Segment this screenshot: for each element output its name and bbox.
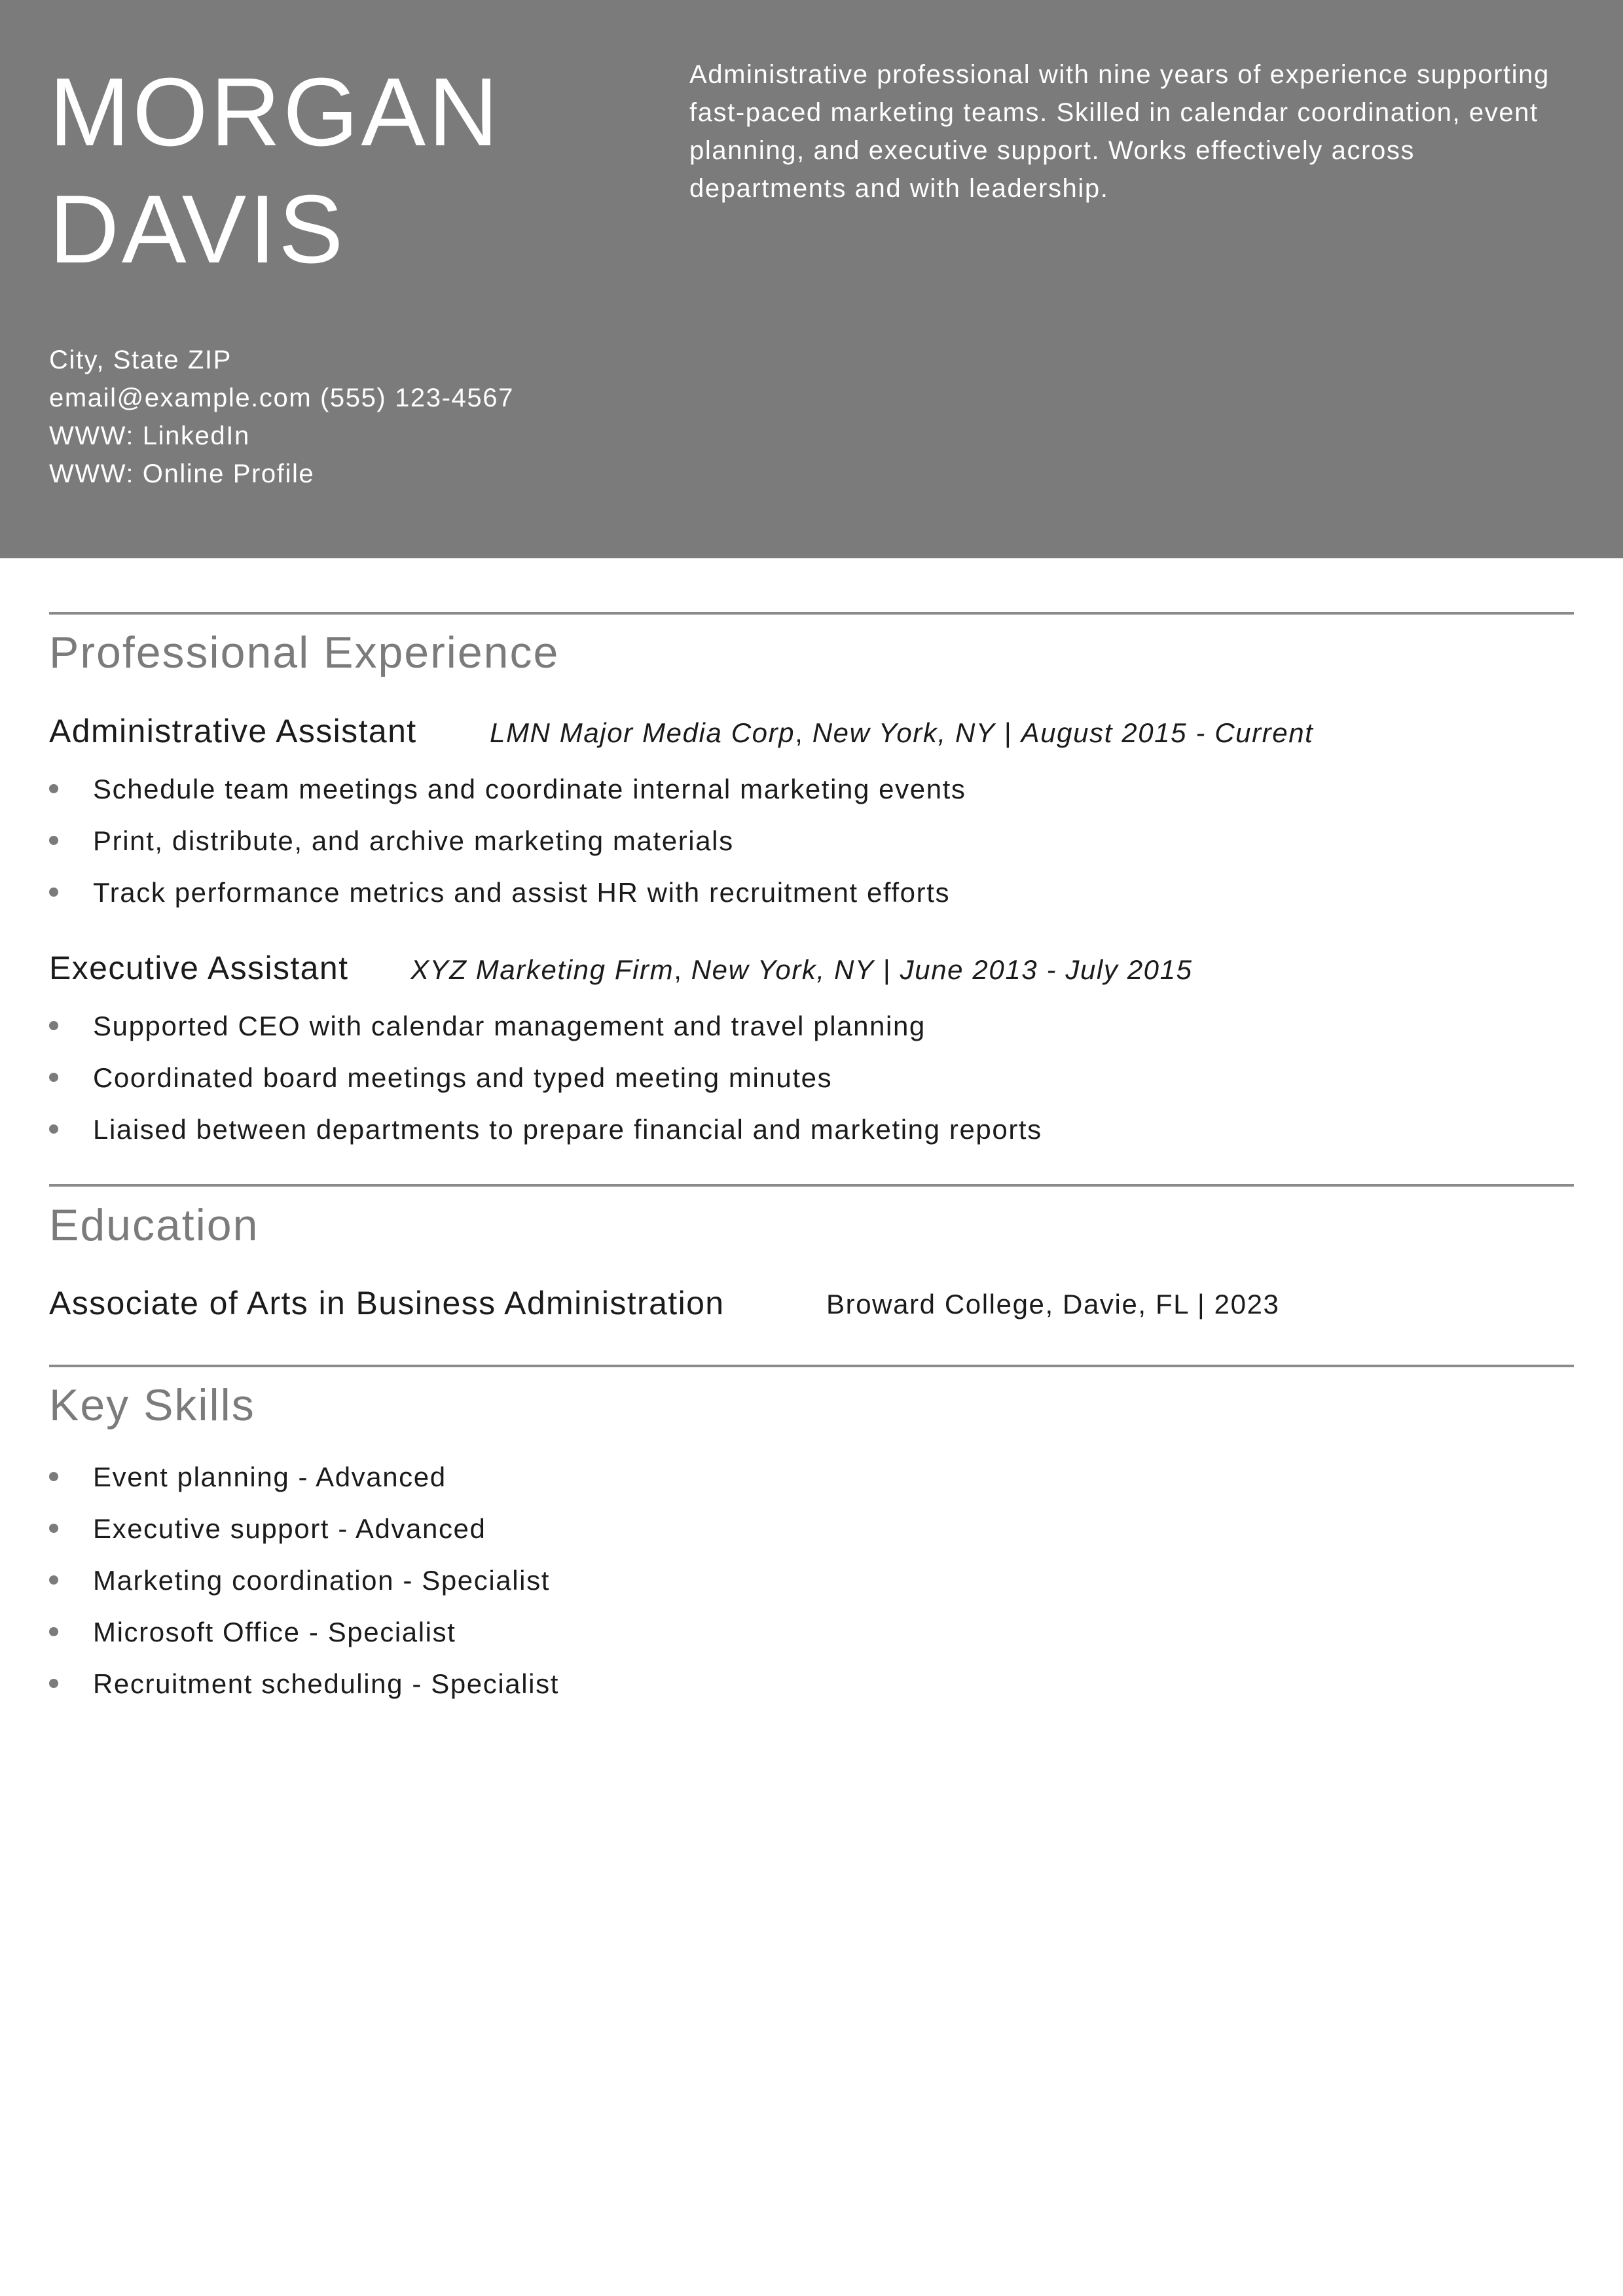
education-section-title: Education xyxy=(49,1200,259,1250)
job-location: New York, NY xyxy=(691,954,875,985)
bullet-icon xyxy=(49,1021,58,1030)
job-dates: August 2015 - Current xyxy=(1021,717,1314,748)
job-title: Administrative Assistant xyxy=(49,713,417,749)
bullet-icon xyxy=(49,1679,58,1688)
skills-section-title: Key Skills xyxy=(49,1380,255,1430)
bullet-icon xyxy=(49,1124,58,1134)
contact-linkedin: WWW: LinkedIn xyxy=(49,422,250,450)
contact-online-profile: WWW: Online Profile xyxy=(49,459,315,488)
candidate-last-name: DAVIS xyxy=(49,175,346,283)
skill-text: Microsoft Office - Specialist xyxy=(93,1617,456,1647)
contact-email-phone: email@example.com (555) 123-4567 xyxy=(49,384,514,412)
bullet-text: Supported CEO with calendar management and travel planning xyxy=(93,1011,926,1041)
job-meta xyxy=(490,719,1313,747)
bullet-icon xyxy=(49,888,58,897)
skill-text: Marketing coordination - Specialist xyxy=(93,1565,550,1596)
bullet-text: Coordinated board meetings and typed meeting minutes xyxy=(93,1062,833,1093)
contact-location: City, State ZIP xyxy=(49,346,232,374)
job-location: New York, NY xyxy=(812,717,996,748)
skill-text: Executive support - Advanced xyxy=(93,1513,486,1544)
bullet-icon xyxy=(49,784,58,793)
header-banner xyxy=(0,0,1623,558)
section-divider xyxy=(49,1365,1574,1367)
job-dates: June 2013 - July 2015 xyxy=(900,954,1193,985)
bullet-icon xyxy=(49,836,58,845)
bullet-text: Track performance metrics and assist HR with recruitment efforts xyxy=(93,877,951,908)
candidate-first-name: MORGAN xyxy=(49,58,501,166)
education-school-meta: Broward College, Davie, FL | 2023 xyxy=(826,1289,1280,1319)
bullet-icon xyxy=(49,1472,58,1481)
job-meta-separator: , xyxy=(674,954,691,985)
section-divider xyxy=(49,1184,1574,1187)
job-meta-separator: | xyxy=(995,717,1021,748)
bullet-icon xyxy=(49,1575,58,1585)
job-meta xyxy=(410,956,1193,984)
education-degree: Associate of Arts in Business Administration xyxy=(49,1285,725,1321)
bullet-icon xyxy=(49,1524,58,1533)
experience-section-title: Professional Experience xyxy=(49,628,560,677)
skill-text: Event planning - Advanced xyxy=(93,1462,447,1492)
bullet-text: Schedule team meetings and coordinate internal marketing events xyxy=(93,774,966,804)
bullet-icon xyxy=(49,1627,58,1636)
bullet-text: Print, distribute, and archive marketing materials xyxy=(93,825,734,856)
section-divider xyxy=(49,612,1574,615)
job-company: XYZ Marketing Firm xyxy=(410,954,674,985)
job-title: Executive Assistant xyxy=(49,950,349,986)
job-meta-separator: , xyxy=(795,717,812,748)
job-meta-separator: | xyxy=(874,954,900,985)
professional-summary: Administrative professional with nine years of experience supporting fast-paced marketing teams. Skilled in calendar coordination, event planning, and executive support. Works effectively across departments and with leadership. xyxy=(689,60,1550,203)
job-company: LMN Major Media Corp xyxy=(490,717,795,748)
bullet-text: Liaised between departments to prepare financial and marketing reports xyxy=(93,1114,1042,1145)
skill-text: Recruitment scheduling - Specialist xyxy=(93,1668,559,1699)
bullet-icon xyxy=(49,1073,58,1082)
